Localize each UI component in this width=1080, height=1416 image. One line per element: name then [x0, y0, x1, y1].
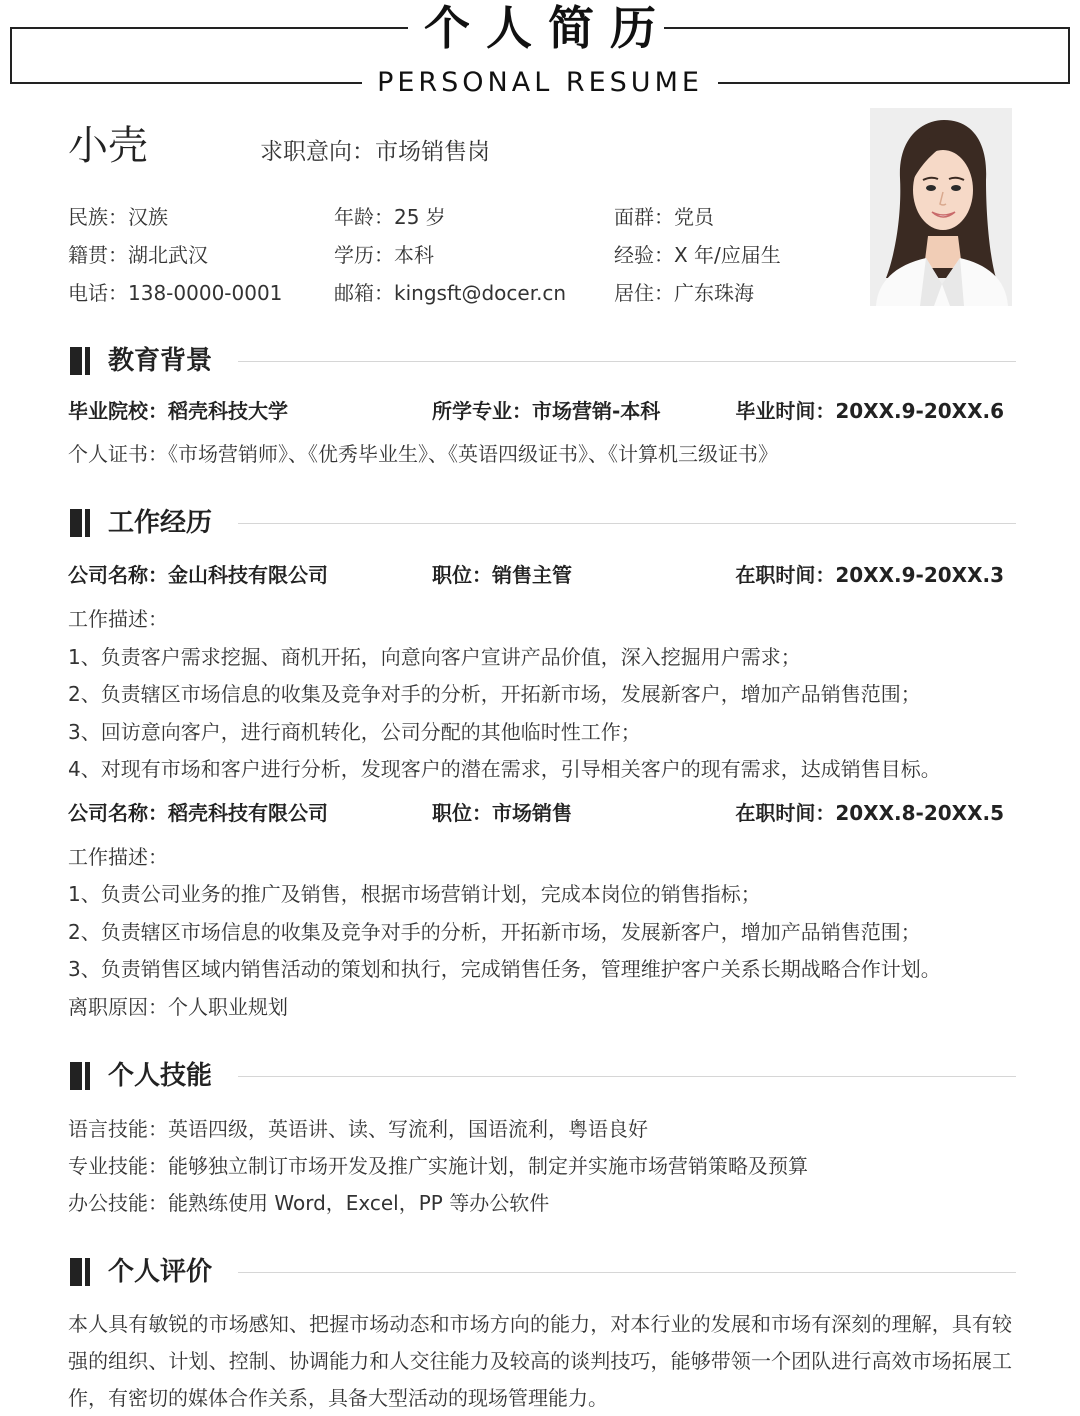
education-summary: [68, 397, 1004, 425]
job-1-company: 公司名称：金山科技有限公司: [68, 563, 328, 587]
job-1-summary: [68, 561, 1004, 589]
job-2-item: 2、负责辖区市场信息的收集及竞争对手的分析，开拓新市场，发展新客户，增加产品销售范围；: [68, 920, 921, 944]
resume-title: 个人简历: [424, 1, 672, 55]
job-2-desc-label: 工作描述：: [68, 845, 168, 869]
job-2-item: 3、负责销售区域内销售活动的策划和执行，完成销售任务，管理维护客户关系长期战略合作计划。: [68, 957, 941, 981]
section-skills-header: [70, 1059, 1016, 1093]
education-major: 所学专业：市场营销-本科: [432, 399, 661, 423]
info-residence: 居住：广东珠海: [614, 281, 754, 305]
section-divider: [238, 1076, 1016, 1077]
job-1-item: 2、负责辖区市场信息的收集及竞争对手的分析，开拓新市场，发展新客户，增加产品销售范围；: [68, 682, 921, 706]
job-1-item: 1、负责客户需求挖掘、商机开拓，向意向客户宣讲产品价值，深入挖掘用户需求；: [68, 645, 801, 669]
info-degree: 学历：本科: [334, 243, 434, 267]
section-education-title: 教育背景: [108, 346, 213, 376]
job-intent-label: 求职意向：: [260, 139, 375, 165]
job-1-time: 在职时间：20XX.9-20XX.3: [735, 563, 1004, 587]
self-evaluation-text: 本人具有敏锐的市场感知、把握市场动态和市场方向的能力，对本行业的发展和市场有深刻的理解，具有较强的组织、计划、控制、协调能力和人交往能力及较高的谈判技巧，能够带领一个团队进行高效市场拓展工作，有密切的媒体合作关系，具备大型活动的现场管理能力。: [68, 1312, 1012, 1410]
section-marker-icon: [70, 1062, 92, 1090]
section-evaluation-header: [70, 1255, 1016, 1289]
job-2-company: 公司名称：稻壳科技有限公司: [68, 801, 328, 825]
section-work-title: 工作经历: [108, 508, 213, 538]
section-skills-title: 个人技能: [108, 1061, 213, 1091]
info-email: 邮箱：kingsft@docer.cn: [334, 281, 567, 305]
section-education-header: [70, 344, 1016, 378]
skill-language: 语言技能：英语四级，英语讲、读、写流利，国语流利，粤语良好: [68, 1117, 648, 1141]
job-intent: [260, 136, 490, 168]
profile-photo: [870, 108, 1012, 306]
resume-subtitle: PERSONAL RESUME: [377, 67, 703, 98]
info-political: 面群：党员: [614, 205, 714, 229]
job-1-position: 职位：销售主管: [432, 563, 572, 587]
info-phone: 电话：138-0000-0001: [68, 281, 283, 305]
job-2-item: 1、负责公司业务的推广及销售，根据市场营销计划，完成本岗位的销售指标；: [68, 882, 761, 906]
job-2-time: 在职时间：20XX.8-20XX.5: [735, 801, 1004, 825]
job-1-desc-label: 工作描述：: [68, 607, 168, 631]
section-evaluation-title: 个人评价: [108, 1257, 213, 1287]
job-intent-value: 市场销售岗: [375, 139, 490, 165]
job-2-summary: [68, 799, 1004, 827]
job-1-item: 3、回访意向客户，进行商机转化，公司分配的其他临时性工作；: [68, 720, 641, 744]
section-divider: [238, 523, 1016, 524]
section-marker-icon: [70, 1258, 92, 1286]
info-hometown: 籍贯：湖北武汉: [68, 243, 208, 267]
section-work-header: [70, 506, 1016, 540]
job-1-item: 4、对现有市场和客户进行分析，发现客户的潜在需求，引导相关客户的现有需求，达成销售目标。: [68, 757, 941, 781]
education-time: 毕业时间：20XX.9-20XX.6: [735, 399, 1004, 423]
section-marker-icon: [70, 509, 92, 537]
candidate-name: 小壳: [68, 123, 148, 169]
section-divider: [238, 361, 1016, 362]
section-divider: [238, 1272, 1016, 1273]
info-experience: 经验：X 年/应届生: [614, 243, 781, 267]
education-certificates: 个人证书：《市场营销师》、《优秀毕业生》、《英语四级证书》、《计算机三级证书》: [68, 442, 778, 466]
job-2-leave-reason: 离职原因：个人职业规划: [68, 995, 288, 1019]
info-age: 年龄：25 岁: [334, 205, 446, 229]
education-school: 毕业院校：稻壳科技大学: [68, 399, 288, 423]
skill-office: 办公技能：能熟练使用 Word，Excel，PP 等办公软件: [68, 1191, 550, 1215]
section-marker-icon: [70, 347, 92, 375]
skill-professional: 专业技能：能够独立制订市场开发及推广实施计划，制定并实施市场营销策略及预算: [68, 1154, 808, 1178]
info-ethnicity: 民族：汉族: [68, 205, 168, 229]
portrait-illustration: [870, 108, 1012, 306]
job-2-position: 职位：市场销售: [432, 801, 572, 825]
